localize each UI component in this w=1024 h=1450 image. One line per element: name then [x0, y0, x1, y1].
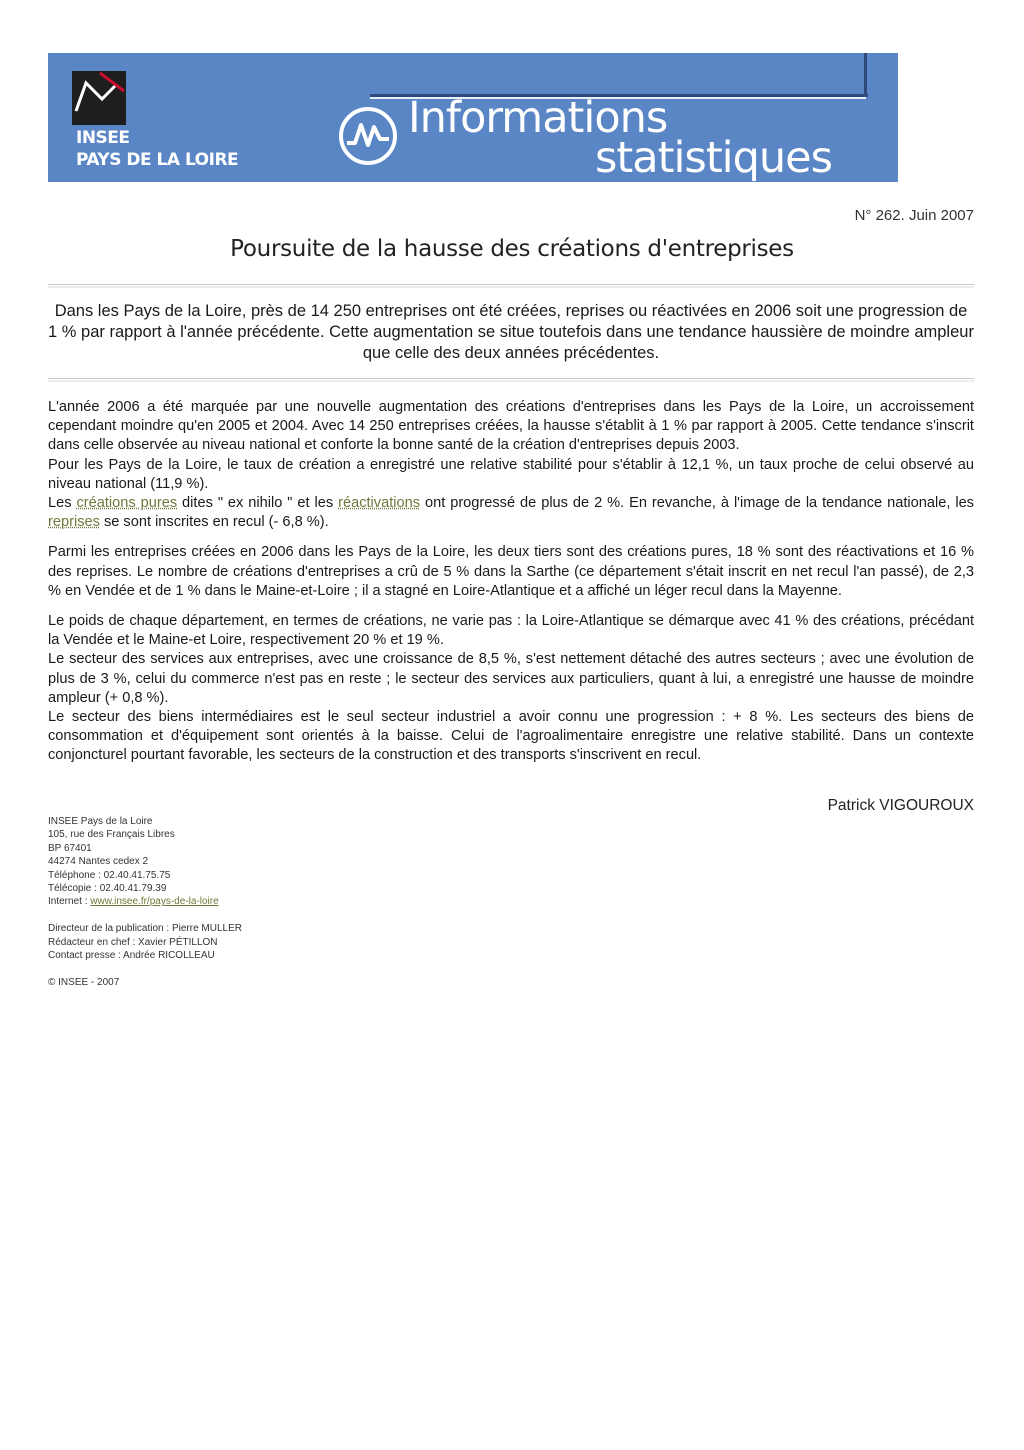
link-creations-pures[interactable]: créations pures: [76, 495, 178, 512]
publisher-info: [48, 815, 242, 989]
org-line1: INSEE: [76, 128, 130, 148]
text-span: se sont inscrites en recul (- 6,8 %).: [99, 514, 329, 531]
author-name: Patrick VIGOUROUX: [827, 797, 974, 814]
spacer: [48, 909, 242, 922]
publication-title-line2: statistiques: [595, 133, 833, 182]
article-body: [48, 398, 974, 766]
footer-line: Télécopie : 02.40.41.79.39: [48, 883, 167, 895]
spacer: [48, 962, 242, 975]
link-reactivations[interactable]: réactivations: [338, 495, 421, 512]
publication-title-line1: Informations: [408, 93, 668, 143]
body-paragraph: Pour les Pays de la Loire, le taux de création a enregistré une relative stabilité pour s'établir à 12,1 %, un taux proche de celui observé au niveau national (11,9 %).: [48, 456, 974, 492]
issue-number: N° 262. Juin 2007: [854, 207, 974, 224]
lead-paragraph: Dans les Pays de la Loire, près de 14 250 entreprises ont été créées, reprises ou réactivées en 2006 soit une progression de 1 % par rapport à l'année précédente. Cette augmentation se situe toutefois dans une tendance haussière de moindre ampleur que celle des deux années précédentes.: [48, 302, 974, 362]
text-span: ont progressé de plus de 2 %. En revanche, à l'image de la tendance nationale, les: [420, 495, 974, 512]
banner-line-vertical: [864, 53, 867, 97]
footer-line: Rédacteur en chef : Xavier PÉTILLON: [48, 936, 218, 948]
body-paragraph: Le poids de chaque département, en termes de créations, ne varie pas : la Loire-Atlantique se démarque avec 41 % des créations, précédant la Vendée et le Maine-et Loire, respectivement 20 % et 19 %.: [48, 613, 974, 649]
org-name: [76, 127, 238, 171]
text-span: dites " ex nihilo " et les: [177, 495, 339, 512]
footer-line: INSEE Pays de la Loire: [48, 816, 153, 827]
website-link[interactable]: www.insee.fr/pays-de-la-loire: [90, 896, 219, 908]
footer-line: Contact presse : Andrée RICOLLEAU: [48, 950, 215, 962]
text-span: Les: [48, 495, 77, 512]
footer-line: [48, 895, 242, 908]
copyright: © INSEE - 2007: [48, 976, 120, 988]
divider-shadow: [48, 380, 974, 382]
divider-shadow: [48, 286, 974, 288]
footer-line: Directeur de la publication : Pierre MULLER: [48, 923, 242, 935]
body-paragraph: Le secteur des biens intermédiaires est le seul secteur industriel a avoir connu une progression : + 8 %. Les secteurs des biens de consommation et d'équipement sont orientés à la baisse. Celui de l'agroalimentaire enregistre une relative stabilité. Dans un contexte conjoncturel pourtant favorable, les secteurs de la construction et des transports s'inscrivent en recul.: [48, 709, 974, 764]
divider: [48, 378, 974, 379]
divider: [48, 284, 974, 285]
link-reprises[interactable]: reprises: [48, 514, 100, 531]
footer-label: Internet :: [48, 896, 91, 908]
footer-line: BP 67401: [48, 842, 92, 854]
page-title: Poursuite de la hausse des créations d'entreprises: [230, 236, 794, 262]
footer-line: Téléphone : 02.40.41.75.75: [48, 869, 171, 881]
body-paragraph: Parmi les entreprises créées en 2006 dans les Pays de la Loire, les deux tiers sont des créations pures, 18 % sont des réactivations et 16 % des reprises. Le nombre de créations d'entreprises a crû de 5 % dans la Sarthe (ce département s'était inscrit en net recul l'an passé), de 2,3 % en Vendée et de 1 % dans le Maine-et-Loire ; il a stagné en Loire-Atlantique et a affiché un léger recul dans la Mayenne.: [48, 544, 974, 599]
org-line2: PAYS DE LA LOIRE: [76, 150, 239, 170]
body-paragraph: Le secteur des services aux entreprises, avec une croissance de 8,5 %, s'est nettement détaché des autres secteurs ; avec une évolution de plus de 3 %, celui du commerce n'est pas en reste ; le secteur des services aux particuliers, quant à lui, a enregistré une hausse de moindre ampleur (+ 0,8 %).: [48, 651, 974, 706]
insee-logo-icon: [72, 71, 126, 125]
footer-line: 44274 Nantes cedex 2: [48, 856, 149, 868]
footer-line: 105, rue des Français Libres: [48, 829, 175, 841]
header-banner: [48, 53, 898, 182]
statistics-icon: [337, 105, 399, 167]
body-paragraph: L'année 2006 a été marquée par une nouvelle augmentation des créations d'entreprises dans les Pays de la Loire, un accroissement cependant moindre qu'en 2005 et 2004. Avec 14 250 entreprises créées, la hausse s'établit à 1 % par rapport à 2005. Cette tendance s'inscrit dans celle observée au niveau national et conforte la bonne santé de la création d'entreprises depuis 2003.: [48, 399, 974, 454]
body-paragraph: [48, 494, 974, 532]
